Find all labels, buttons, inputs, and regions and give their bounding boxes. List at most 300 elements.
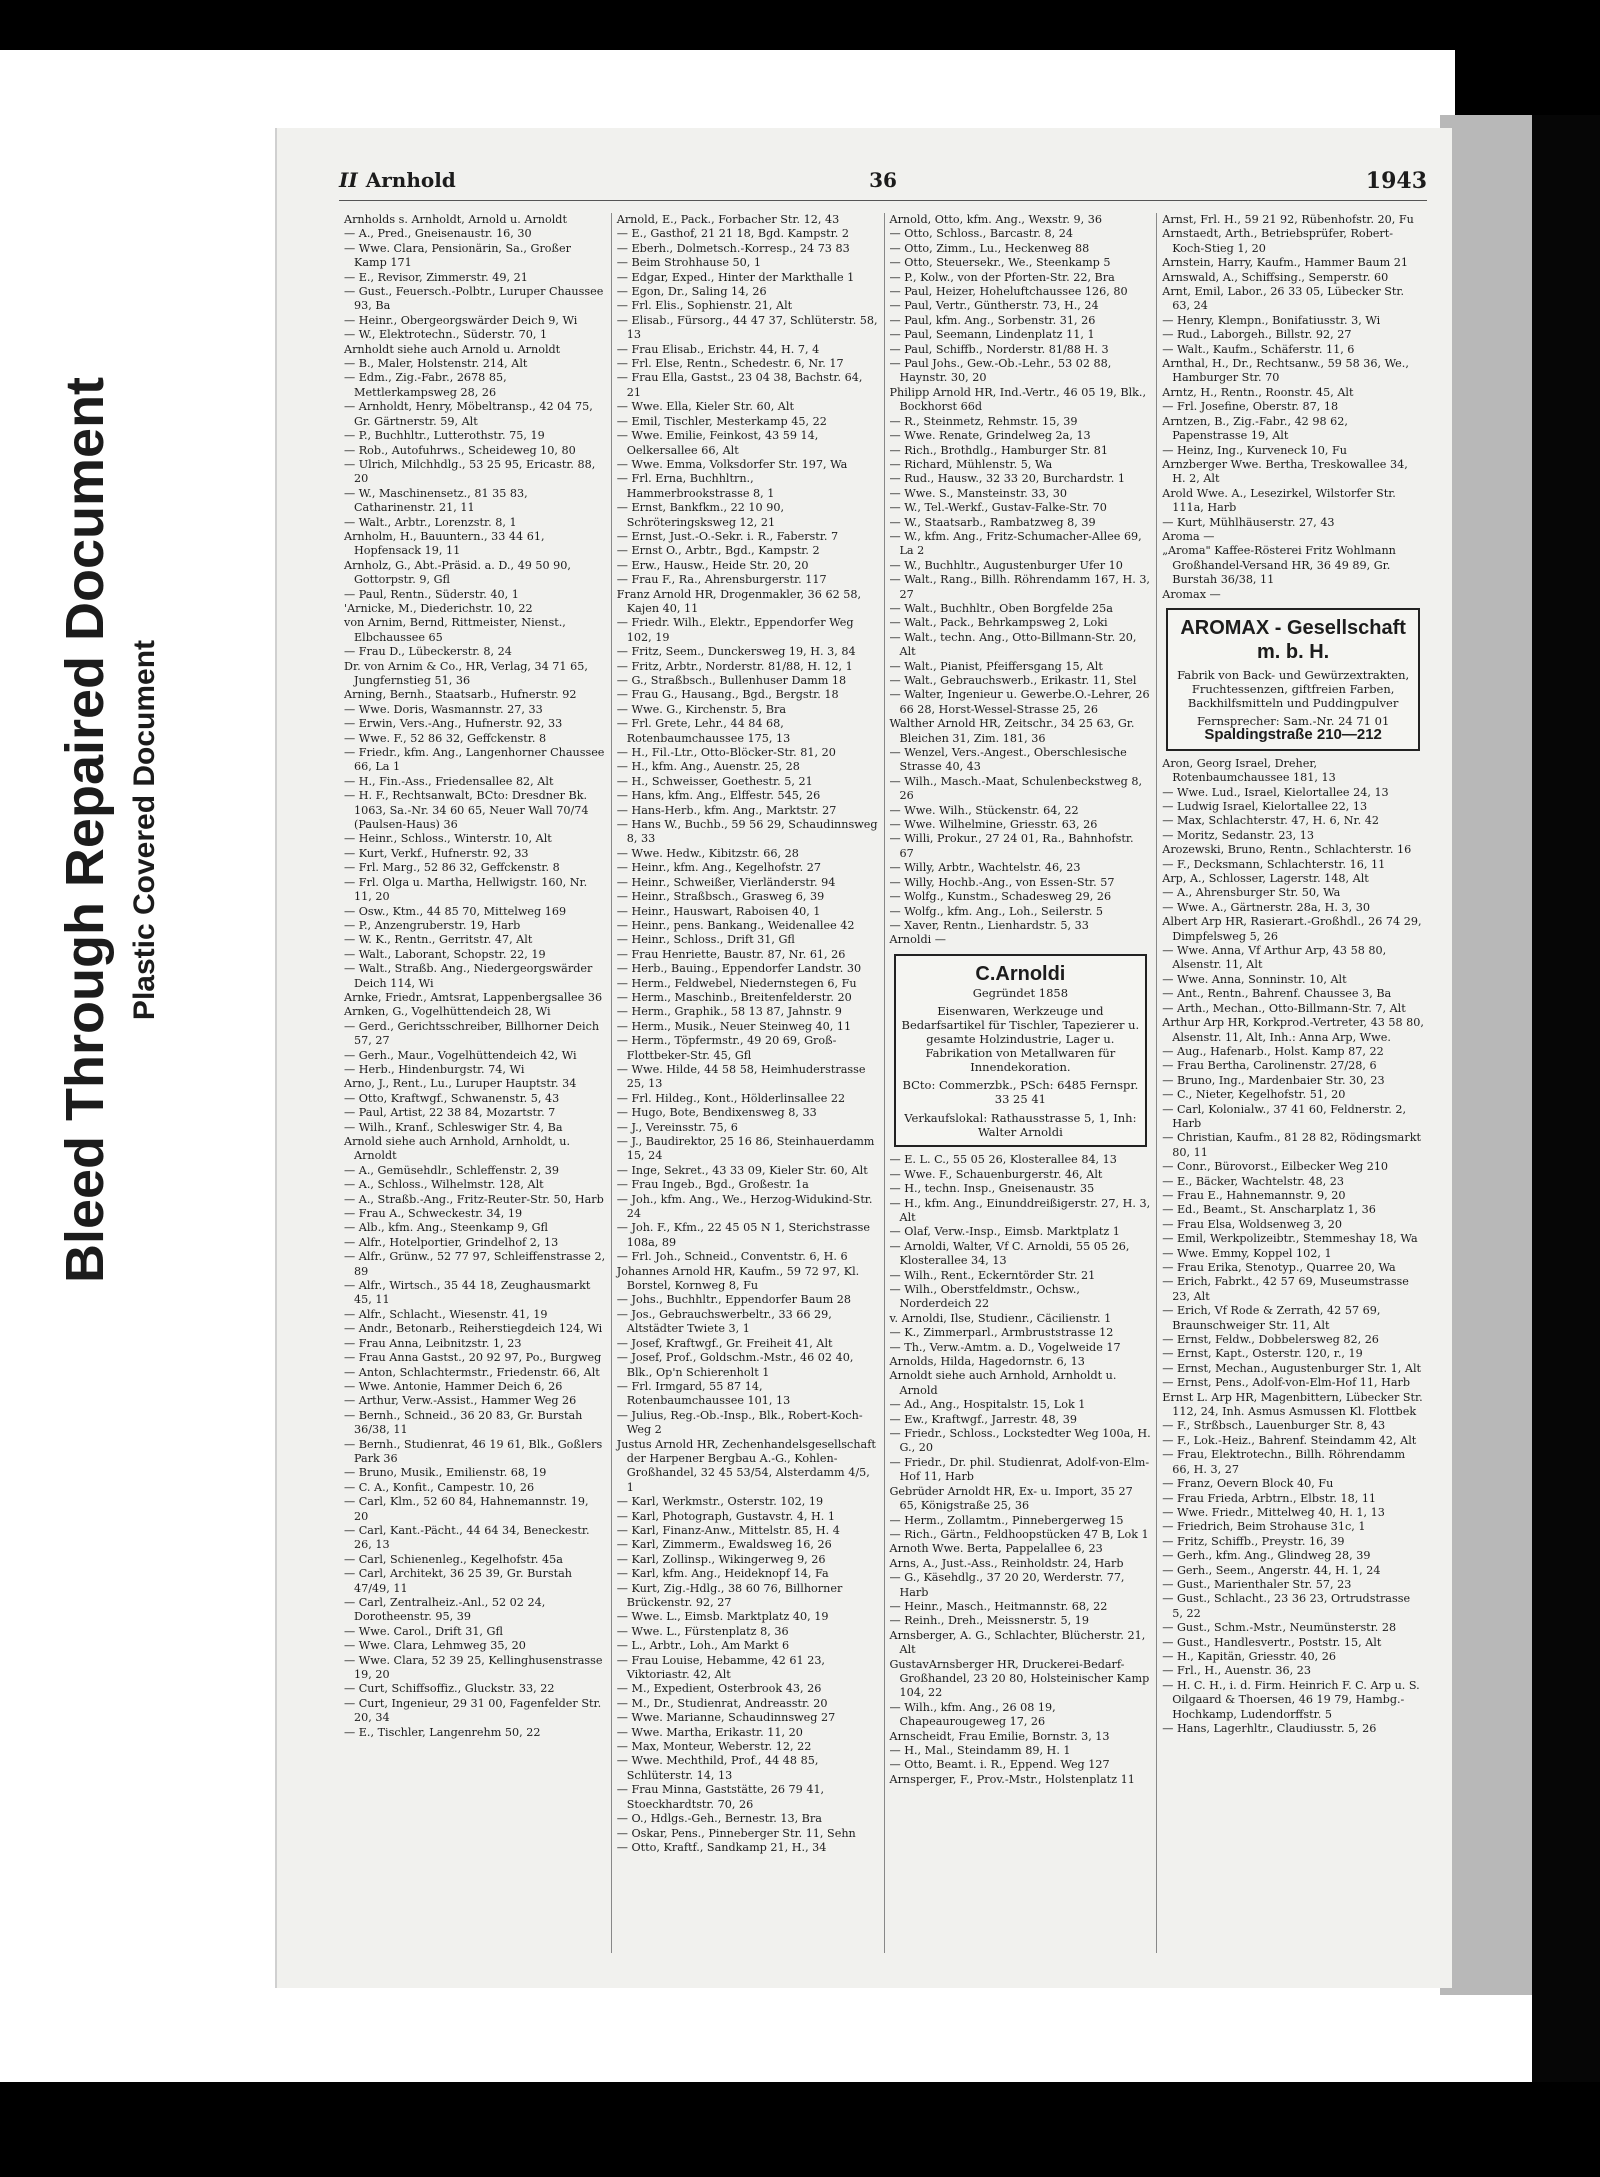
directory-entry: — Carl, Klm., 52 60 84, Hahnemannstr. 19, 20 xyxy=(344,1495,589,1523)
directory-entry: — Frl. Joh., Schneid., Conventstr. 6, H. 6 xyxy=(616,1250,848,1264)
condition-labels xyxy=(55,330,255,1330)
scan-border-bottom xyxy=(0,2082,1600,2177)
directory-entry: Arnholz, G., Abt.-Präsid. a. D., 49 50 90, Gottorpstr. 9, Gfl xyxy=(344,558,571,587)
directory-entry: — Wwe. Hilde, 44 58 58, Heimhuderstrasse 25, 13 xyxy=(616,1062,866,1091)
directory-entry: — Frau G., Hausang., Bgd., Bergstr. 18 xyxy=(616,688,839,702)
directory-entry: — Frl. Josefine, Oberstr. 87, 18 xyxy=(1162,400,1339,414)
directory-entry: Arnholdt siehe auch Arnold u. Arnoldt xyxy=(344,342,561,356)
directory-entry: — Ernst, Pens., Adolf-von-Elm-Hof 11, Harb xyxy=(1162,1376,1411,1390)
directory-entry: — Gust., Feuersch.-Polbtr., Luruper Chaussee 93, Ba xyxy=(344,285,604,313)
directory-entry: — P., Kolw., von der Pforten-Str. 22, Bra xyxy=(889,270,1115,284)
directory-entry: — Carl, Kant.-Pächt., 44 64 34, Beneckestr. 26, 13 xyxy=(344,1523,590,1552)
directory-entry: Arnold siehe auch Arnhold, Arnholdt, u. Arnoldt xyxy=(344,1135,570,1163)
directory-entry: — Friedrich, Beim Strohause 31c, 1 xyxy=(1162,1520,1366,1534)
directory-entry: — J., Vereinsstr. 75, 6 xyxy=(616,1120,738,1134)
directory-entry: — Anton, Schlachtermstr., Friedenstr. 66, Alt xyxy=(344,1365,600,1379)
directory-entry: — Josef, Kraftwgf., Gr. Freiheit 41, Alt xyxy=(616,1336,833,1350)
directory-entry: — Paul, Artist, 22 38 84, Mozartstr. 7 xyxy=(344,1106,556,1120)
directory-entry: — F., Strßbsch., Lauenburger Str. 8, 43 xyxy=(1162,1419,1386,1433)
directory-entry: — Wilh., Kranf., Schleswiger Str. 4, Ba xyxy=(344,1120,563,1134)
directory-entry: — Otto, Zimm., Lu., Heckenweg 88 xyxy=(889,241,1090,255)
directory-entry: von Arnim, Bernd, Rittmeister, Nienst., Elbchaussee 65 xyxy=(344,616,566,644)
directory-entry: — Otto, Kraftwgf., Schwanenstr. 5, 43 xyxy=(344,1091,560,1105)
directory-entry: — Heinr., Obergeorgswärder Deich 9, Wi xyxy=(344,313,578,327)
directory-entry: Arnken, G., Vogelhüttendeich 28, Wi xyxy=(344,1005,551,1019)
directory-entry: — Herm., Feldwebel, Niedernstegen 6, Fu xyxy=(616,976,857,990)
directory-entry: — H. C. H., i. d. Firm. Heinrich F. C. Arp u. S. Oilgaard & Thoersen, 46 19 79, Hambg.-Hochkamp, Ludendorffstr. 5 xyxy=(1162,1678,1420,1721)
directory-entry: Arnoth Wwe. Berta, Pappelallee 6, 23 xyxy=(889,1542,1103,1556)
directory-entry: — Wwe. Renate, Grindelweg 2a, 13 xyxy=(889,429,1091,443)
directory-entry: — Herb., Bauing., Eppendorfer Landstr. 30 xyxy=(616,962,862,976)
directory-entry: — Alfr., Grünw., 52 77 97, Schleiffenstrasse 2, 89 xyxy=(344,1250,606,1278)
directory-entry: Arnstein, Harry, Kaufm., Hammer Baum 21 xyxy=(1162,256,1409,270)
directory-entry: — H., Schweisser, Goethestr. 5, 21 xyxy=(616,774,813,788)
directory-entry: — Frau Elisab., Erichstr. 44, H. 7, 4 xyxy=(616,342,820,356)
directory-entry: — Friedr. Wilh., Elektr., Eppendorfer Weg 102, 19 xyxy=(616,616,854,644)
directory-entry: Arnzberger Wwe. Bertha, Treskowallee 34, H. 2, Alt xyxy=(1162,457,1408,486)
directory-entry: Arnswald, A., Schiffsing., Semperstr. 60 xyxy=(1162,270,1389,284)
directory-entry: — Emil, Tischler, Mesterkamp 45, 22 xyxy=(616,414,827,428)
directory-entry: Arnholds s. Arnholdt, Arnold u. Arnoldt xyxy=(344,213,567,226)
directory-entry: — Andr., Betonarb., Reiherstiegdeich 124, Wi xyxy=(344,1322,603,1336)
directory-entry: — Curt, Ingenieur, 29 31 00, Fagenfelder Str. 20, 34 xyxy=(344,1696,602,1725)
directory-entry: — Walt., Laborant, Schopstr. 22, 19 xyxy=(344,947,546,961)
running-name: Arnhold xyxy=(365,168,456,192)
directory-entry: — Gust., Schm.-Mstr., Neumünsterstr. 28 xyxy=(1162,1621,1397,1635)
directory-entry: — W., kfm. Ang., Fritz-Schumacher-Allee 69, La 2 xyxy=(889,529,1142,558)
directory-entry: — Wwe. Lud., Israel, Kielortallee 24, 13 xyxy=(1162,785,1389,799)
ad-arnoldi-sales: Verkaufslokal: Rathausstrasse 5, 1, Inh: Walter Arnoldi xyxy=(904,1110,1137,1139)
directory-entry: — Wwe. F., 52 86 32, Geffckenstr. 8 xyxy=(344,731,547,745)
ad-arnoldi-founded: Gegründet 1858 xyxy=(972,985,1069,1000)
directory-entry: — Walter, Ingenieur u. Gewerbe.O.-Lehrer, 26 66 28, Horst-Wessel-Strasse 25, 26 xyxy=(889,688,1150,716)
directory-entry: — Ernst, Mechan., Augustenburger Str. 1, Alt xyxy=(1162,1361,1422,1375)
directory-entry: — Walt., Pack., Behrkampsweg 2, Loki xyxy=(889,616,1108,630)
directory-entry: — Wilh., Masch.-Maat, Schulenbeckstweg 8, 26 xyxy=(889,774,1143,803)
directory-entry: — P., Anzengruberstr. 19, Harb xyxy=(344,918,521,932)
directory-entry: — M., Dr., Studienrat, Andreasstr. 20 xyxy=(616,1696,828,1710)
year: 1943 xyxy=(1365,168,1427,194)
directory-entry: — Wwe. Clara, Pensionärin, Sa., Großer Kamp 171 xyxy=(344,241,571,270)
directory-entry: — Rud., Laborgeh., Billstr. 92, 27 xyxy=(1162,328,1352,342)
directory-entry: — Wwe. L., Fürstenplatz 8, 36 xyxy=(616,1624,789,1638)
directory-entry: — Wwe. Hedw., Kibitzstr. 66, 28 xyxy=(616,846,799,860)
directory-entry: — P., Buchhltr., Lutterothstr. 75, 19 xyxy=(344,429,545,443)
directory-entry: — Frau E., Hahnemannstr. 9, 20 xyxy=(1162,1188,1346,1202)
directory-entry: — Wolfg., kfm. Ang., Loh., Seilerstr. 5 xyxy=(889,904,1104,918)
directory-entry: — Frl. Hildeg., Kont., Hölderlinsallee 22 xyxy=(616,1091,846,1105)
page-number: 36 xyxy=(869,168,897,192)
directory-entry: — Friedr., Dr. phil. Studienrat, Adolf-von-Elm-Hof 11, Harb xyxy=(889,1455,1150,1484)
directory-entry: — W., Maschinensetz., 81 35 83, Catharinenstr. 21, 11 xyxy=(344,486,528,515)
directory-entry: — Karl, Zollinsp., Wikingerweg 9, 26 xyxy=(616,1552,826,1566)
directory-entry: — Christian, Kaufm., 81 28 82, Rödingsmarkt 80, 11 xyxy=(1162,1131,1421,1159)
directory-entry: — Wwe. Doris, Wasmannstr. 27, 33 xyxy=(344,702,543,716)
directory-entry: — Wilh., Rent., Eckerntörder Str. 21 xyxy=(889,1268,1096,1282)
directory-entry: — E., Revisor, Zimmerstr. 49, 21 xyxy=(344,270,528,284)
directory-entry: — Gerd., Gerichtsschreiber, Billhorner Deich 57, 27 xyxy=(344,1019,600,1048)
directory-entry: — Wwe. Marianne, Schaudinnsweg 27 xyxy=(616,1711,836,1725)
directory-entry: — Frl. Irmgard, 55 87 14, Rotenbaumchaussee 101, 13 xyxy=(616,1379,791,1408)
volume-roman: II xyxy=(339,168,358,192)
directory-entry: — W., Tel.-Werkf., Gustav-Falke-Str. 70 xyxy=(889,501,1107,515)
directory-entry: — H., Fin.-Ass., Friedensallee 82, Alt xyxy=(344,774,554,788)
directory-entry: — Wwe. Friedr., Mittelweg 40, H. 1, 13 xyxy=(1162,1505,1385,1519)
directory-entry: — Bernh., Schneid., 36 20 83, Gr. Burstah 36/38, 11 xyxy=(344,1408,583,1437)
directory-entry: — Herm., Zollamtm., Pinnebergerweg 15 xyxy=(889,1513,1124,1527)
directory-entry: — H., kfm. Ang., Auenstr. 25, 28 xyxy=(616,760,800,774)
directory-entry: — Frl. Erna, Buchhltrn., Hammerbrookstrasse 8, 1 xyxy=(616,472,775,500)
directory-entry: — Paul, Schiffb., Norderstr. 81/88 H. 3 xyxy=(889,342,1109,356)
directory-entry: — Max, Monteur, Weberstr. 12, 22 xyxy=(616,1740,812,1754)
directory-entry: — Wwe. Mechthild, Prof., 44 48 85, Schlüterstr. 14, 13 xyxy=(616,1754,819,1782)
directory-entry: — Herm., Töpfermstr., 49 20 69, Groß-Flottbeker-Str. 45, Gfl xyxy=(616,1034,837,1062)
directory-entry: Arthur Arp HR, Korkprod.-Vertreter, 43 58 80, Alsenstr. 11, Alt, Inh.: Anna Arp, Wwe. xyxy=(1162,1016,1424,1044)
directory-entry: — Curt, Schiffsoffiz., Gluckstr. 33, 22 xyxy=(344,1682,555,1696)
directory-entry: — Frau Ella, Gastst., 23 04 38, Bachstr. 64, 21 xyxy=(616,371,863,399)
directory-entry: 'Arnicke, M., Diederichstr. 10, 22 xyxy=(344,601,533,615)
directory-entry: Arning, Bernh., Staatsarb., Hufnerstr. 92 xyxy=(344,688,577,702)
scan-shadow-right xyxy=(1440,115,1532,1995)
directory-entry: — F., Lok.-Heiz., Bahrenf. Steindamm 42, Alt xyxy=(1162,1433,1417,1447)
directory-entry: — E., Tischler, Langenrehm 50, 22 xyxy=(344,1725,541,1739)
directory-entry: Dr. von Arnim & Co., HR, Verlag, 34 71 65, Jungfernstieg 51, 36 xyxy=(344,659,588,687)
directory-entry: — Egon, Dr., Saling 14, 26 xyxy=(616,285,767,299)
directory-entry: „Aroma" Kaffee-Rösterei Fritz Wohlmann Großhandel-Versand HR, 36 49 89, Gr. Burstah 36/38, 11 xyxy=(1162,544,1396,587)
directory-entry: — Gust., Schlacht., 23 36 23, Ortrudstrasse 5, 22 xyxy=(1162,1592,1411,1620)
directory-entry: — Wwe. G., Kirchenstr. 5, Bra xyxy=(616,702,787,716)
directory-entry: — W., Elektrotechn., Süderstr. 70, 1 xyxy=(344,328,548,342)
directory-entry: — Wwe. Anna, Vf Arthur Arp, 43 58 80, Alsenstr. 11, Alt xyxy=(1162,944,1387,972)
directory-entry: — Arth., Mechan., Otto-Billmann-Str. 7, Alt xyxy=(1162,1001,1406,1015)
directory-entry: — W., Buchhltr., Augustenburger Ufer 10 xyxy=(889,558,1123,572)
directory-entry: — Fritz, Arbtr., Norderstr. 81/88, H. 12, 1 xyxy=(616,659,853,673)
column-2 xyxy=(612,213,885,1953)
directory-entry: — Wolfg., Kunstm., Schadesweg 29, 26 xyxy=(889,890,1112,904)
directory-entry: — Wwe. Anna, Sonninstr. 10, Alt xyxy=(1162,972,1347,986)
scan-border-right xyxy=(1532,115,1600,2177)
directory-entry: — Wwe. Wilh., Stückenstr. 64, 22 xyxy=(889,803,1079,817)
directory-entry: Aroma — xyxy=(1162,529,1215,543)
directory-entry: — Aug., Hafenarb., Holst. Kamp 87, 22 xyxy=(1162,1044,1384,1058)
directory-entry: — A., Schloss., Wilhelmstr. 128, Alt xyxy=(344,1178,544,1192)
directory-entry: — H., Mal., Steindamm 89, H. 1 xyxy=(889,1744,1071,1757)
directory-entry: — Hans, Lagerhltr., Claudiusstr. 5, 26 xyxy=(1162,1722,1377,1735)
directory-entry: — Karl, kfm. Ang., Heideknopf 14, Fa xyxy=(616,1567,829,1581)
directory-entry: — Th., Verw.-Amtm. a. D., Vogelweide 17 xyxy=(889,1340,1121,1354)
directory-entry: — Joh. F., Kfm., 22 45 05 N 1, Sterichstrasse 108a, 89 xyxy=(616,1221,870,1249)
directory-entry: — Gust., Marienthaler Str. 57, 23 xyxy=(1162,1577,1352,1591)
directory-entry: — H., Kapitän, Griesstr. 40, 26 xyxy=(1162,1649,1336,1663)
directory-entry: — Heinr., Schweißer, Vierländerstr. 94 xyxy=(616,875,836,889)
directory-entry: — E. L. C., 55 05 26, Klosterallee 84, 13 xyxy=(889,1153,1117,1167)
directory-entry: — Wwe. Emma, Volksdorfer Str. 197, Wa xyxy=(616,457,848,471)
directory-entry: — Otto, Schloss., Barcastr. 8, 24 xyxy=(889,227,1073,241)
directory-entry: — Hans-Herb., kfm. Ang., Marktstr. 27 xyxy=(616,803,837,817)
directory-entry: — H., techn. Insp., Gneisenaustr. 35 xyxy=(889,1182,1095,1196)
directory-entry: — Paul, Seemann, Lindenplatz 11, 1 xyxy=(889,328,1095,342)
directory-entry: Walther Arnold HR, Zeitschr., 34 25 63, Gr. Bleichen 31, Zim. 181, 36 xyxy=(889,717,1135,745)
directory-entry: — Joh., kfm. Ang., We., Herzog-Widukind-Str. 24 xyxy=(616,1192,873,1221)
ad-arnoldi-title: C.Arnoldi xyxy=(975,962,1066,985)
directory-entry: Philipp Arnold HR, Ind.-Vertr., 46 05 19, Blk., Bockhorst 66d xyxy=(889,385,1147,414)
directory-entry: — Wwe. Clara, 52 39 25, Kellinghusenstrasse 19, 20 xyxy=(344,1653,603,1682)
directory-entry: Arnsberger, A. G., Schlachter, Blücherstr. 21, Alt xyxy=(889,1628,1146,1657)
ad-aromax-street: Spaldingstraße 210—212 xyxy=(1204,726,1382,744)
directory-entry: — Walt., Pianist, Pfeiffersgang 15, Alt xyxy=(889,659,1103,673)
directory-entry: — L., Arbtr., Loh., Am Markt 6 xyxy=(616,1639,790,1653)
directory-entry: — Karl, Finanz-Anw., Mittelstr. 85, H. 4 xyxy=(616,1523,840,1537)
directory-entry: — Arthur, Verw.-Assist., Hammer Weg 26 xyxy=(344,1394,577,1408)
directory-entry: Arnholm, H., Bauuntern., 33 44 61, Hopfensack 19, 11 xyxy=(344,529,545,558)
ad-arnoldi-body: Eisenwaren, Werkzeuge und Bedarfsartikel für Tischler, Tapezierer u. gesamte Holzindustrie, Lager u. Fabrikation von Metallwaren für Innendekoration. xyxy=(901,1003,1140,1074)
directory-entry: — Wwe. A., Gärtnerstr. 28a, H. 3, 30 xyxy=(1162,900,1370,914)
directory-entry: Arnsperger, F., Prov.-Mstr., Holstenplatz 11 xyxy=(889,1772,1135,1786)
directory-entry: — Rich., Brothdlg., Hamburger Str. 81 xyxy=(889,443,1109,457)
directory-entry: — Ernst O., Arbtr., Bgd., Kampstr. 2 xyxy=(616,544,820,558)
directory-entry: — Rob., Autofuhrws., Scheideweg 10, 80 xyxy=(344,443,576,457)
ad-aromax-phone: Fernsprecher: Sam.-Nr. 24 71 01 xyxy=(1196,713,1390,728)
directory-entry: — E., Gasthof, 21 21 18, Bgd. Kampstr. 2 xyxy=(616,227,849,241)
directory-entry: — Kurt, Mühlhäuserstr. 27, 43 xyxy=(1162,515,1335,529)
directory-entry: — Erw., Hausw., Heide Str. 20, 20 xyxy=(616,558,809,572)
directory-entry: — Gust., Handlesvertr., Poststr. 15, Alt xyxy=(1162,1635,1382,1649)
directory-entry: — Wilh., kfm. Ang., 26 08 19, Chapeaurougeweg 17, 26 xyxy=(889,1700,1056,1729)
directory-entry: — W. K., Rentn., Gerritstr. 47, Alt xyxy=(344,933,533,947)
directory-entry: — Carl, Architekt, 36 25 39, Gr. Burstah 47/49, 11 xyxy=(344,1567,572,1595)
directory-entry: — Wwe. Ella, Kieler Str. 60, Alt xyxy=(616,400,794,414)
directory-entry: — Rud., Hausw., 32 33 20, Burchardstr. 1 xyxy=(889,472,1125,486)
directory-entry: GustavArnsberger HR, Druckerei-Bedarf-Großhandel, 23 20 80, Holsteinischer Kamp 104, 22 xyxy=(889,1657,1150,1700)
directory-entry: — W., Staatsarb., Rambatzweg 8, 39 xyxy=(889,515,1096,529)
directory-entry: Arns, A., Just.-Ass., Reinholdstr. 24, Harb xyxy=(889,1556,1124,1570)
directory-entry: — Wwe. F., Schauenburgerstr. 46, Alt xyxy=(889,1167,1103,1181)
directory-entry: — Gerh., kfm. Ang., Glindweg 28, 39 xyxy=(1162,1549,1371,1563)
directory-entry: — H., kfm. Ang., Einunddreißigerstr. 27, H. 3, Alt xyxy=(889,1196,1151,1224)
directory-entry: — Frau Elsa, Woldsenweg 3, 20 xyxy=(1162,1217,1342,1231)
directory-entry: — Moritz, Sedanstr. 23, 13 xyxy=(1162,828,1314,842)
directory-entry: — Julius, Reg.-Ob.-Insp., Blk., Robert-Koch-Weg 2 xyxy=(616,1408,863,1437)
directory-entry: — Karl, Werkmstr., Osterstr. 102, 19 xyxy=(616,1495,824,1509)
directory-entry: — B., Maler, Holstenstr. 214, Alt xyxy=(344,357,528,371)
directory-entry: — Arnholdt, Henry, Möbeltransp., 42 04 75, Gr. Gärtnerstr. 59, Alt xyxy=(344,400,593,428)
directory-entry: — Wwe. Carol., Drift 31, Gfl xyxy=(344,1624,503,1638)
directory-entry: — Wwe. Wilhelmine, Griesstr. 63, 26 xyxy=(889,818,1098,832)
directory-entry: — Erich, Fabrkt., 42 57 69, Museumstrasse 23, Alt xyxy=(1162,1275,1409,1303)
scan-border-top xyxy=(0,0,1600,50)
directory-entry: — Ludwig Israel, Kielortallee 22, 13 xyxy=(1162,800,1368,813)
directory-entry: — Franz, Oevern Block 40, Fu xyxy=(1162,1477,1334,1491)
directory-entry: — Kurt, Verkf., Hufnerstr. 92, 33 xyxy=(344,846,529,860)
directory-page xyxy=(275,128,1452,1988)
directory-entry: — Frau Minna, Gaststätte, 26 79 41, Stoeckhardtstr. 70, 26 xyxy=(616,1783,825,1811)
directory-entry: — Johs., Buchhltr., Eppendorfer Baum 28 xyxy=(616,1293,852,1307)
directory-entry: Arold Wwe. A., Lesezirkel, Wilstorfer Str. 111a, Harb xyxy=(1162,486,1396,515)
directory-entry: — Arnoldi, Walter, Vf C. Arnoldi, 55 05 26, Klosterallee 34, 13 xyxy=(889,1239,1130,1268)
directory-entry: — Elisab., Fürsorg., 44 47 37, Schlüterstr. 58, 13 xyxy=(616,313,878,342)
directory-entry: Gebrüder Arnoldt HR, Ex- u. Import, 35 27 65, Königstraße 25, 36 xyxy=(889,1484,1133,1513)
directory-entry: — Herm., Maschinb., Breitenfelderstr. 20 xyxy=(616,990,852,1004)
directory-entry: — Walt., techn. Ang., Otto-Billmann-Str. 20, Alt xyxy=(889,630,1137,659)
directory-entry: — Hans W., Buchb., 59 56 29, Schaudinnsweg 8, 33 xyxy=(616,818,878,846)
directory-entry: Arnoldt siehe auch Arnhold, Arnholdt u. Arnold xyxy=(889,1369,1117,1397)
directory-entry: Albert Arp HR, Rasierart.-Großhdl., 26 74 29, Dimpfelsweg 5, 26 xyxy=(1162,915,1422,943)
directory-entry: — Frau Erika, Stenotyp., Quarree 20, Wa xyxy=(1162,1261,1396,1274)
directory-entry: — Karl, Zimmerm., Ewaldsweg 16, 26 xyxy=(616,1538,832,1552)
directory-entry: — Max, Schlachterstr. 47, H. 6, Nr. 42 xyxy=(1162,814,1380,828)
directory-entry: — J., Baudirektor, 25 16 86, Steinhauerdamm 15, 24 xyxy=(616,1135,875,1163)
directory-entry: — Heinz, Ing., Kurveneck 10, Fu xyxy=(1162,443,1347,457)
directory-entry: — Paul Johs., Gew.-Ob.-Lehr., 53 02 88, Haynstr. 30, 20 xyxy=(889,357,1112,385)
directory-entry: — K., Zimmerparl., Armbruststrasse 12 xyxy=(889,1326,1114,1340)
ad-arnoldi xyxy=(894,954,1148,1148)
directory-entry: — Ed., Beamt., St. Anscharplatz 1, 36 xyxy=(1162,1203,1376,1217)
directory-entry: — Inge, Sekret., 43 33 09, Kieler Str. 60, Alt xyxy=(616,1163,868,1177)
directory-entry: — Willy, Hochb.-Ang., von Essen-Str. 57 xyxy=(889,875,1115,889)
directory-entry: — E., Bäcker, Wachtelstr. 48, 23 xyxy=(1162,1174,1345,1188)
directory-entry: — Rich., Gärtn., Feldhoopstücken 47 B, Lok 1 xyxy=(889,1527,1149,1541)
directory-entry: Arozewski, Bruno, Rentn., Schlachterstr. 16 xyxy=(1162,843,1412,857)
directory-entry: — Otto, Kraftf., Sandkamp 21, H., 34 xyxy=(616,1840,827,1854)
directory-entry: Arnke, Friedr., Amtsrat, Lappenbergsallee 36 xyxy=(344,990,603,1004)
directory-entry: — Wwe. Antonie, Hammer Deich 6, 26 xyxy=(344,1379,563,1393)
directory-entry: — Wwe. L., Eimsb. Marktplatz 40, 19 xyxy=(616,1610,829,1624)
ad-aromax xyxy=(1166,608,1420,751)
directory-entry: — Alfr., Schlacht., Wiesenstr. 41, 19 xyxy=(344,1307,548,1321)
directory-entry: — Ant., Rentn., Bahrenf. Chaussee 3, Ba xyxy=(1162,987,1392,1001)
directory-entry: — Walt., Buchhltr., Oben Borgfelde 25a xyxy=(889,601,1113,615)
directory-entry: — C. A., Konfit., Campestr. 10, 26 xyxy=(344,1480,535,1494)
directory-entry: — Bernh., Studienrat, 46 19 61, Blk., Goßlers Park 36 xyxy=(344,1437,603,1465)
directory-entry: — R., Steinmetz, Rehmstr. 15, 39 xyxy=(889,414,1078,428)
directory-entry: — Ulrich, Milchhdlg., 53 25 95, Ericastr. 88, 20 xyxy=(344,457,596,486)
directory-entry: — Walt., Kaufm., Schäferstr. 11, 6 xyxy=(1162,342,1355,356)
directory-entry: — Frau Frieda, Arbtrn., Elbstr. 18, 11 xyxy=(1162,1491,1377,1505)
directory-entry: — Wwe. Emilie, Feinkost, 43 59 14, Oelkersallee 66, Alt xyxy=(616,429,819,457)
directory-entry: — Walt., Gebrauchswerb., Erikastr. 11, Stel xyxy=(889,674,1137,687)
directory-entry: — Frl. Elis., Sophienstr. 21, Alt xyxy=(616,299,793,313)
directory-entry: Arno, J., Rent., Lu., Luruper Hauptstr. 34 xyxy=(344,1077,577,1091)
directory-entry: — Conr., Bürovorst., Eilbecker Weg 210 xyxy=(1162,1160,1389,1174)
directory-entry: — Herb., Hindenburgstr. 74, Wi xyxy=(344,1062,525,1076)
directory-entry: — Wwe. Martha, Erikastr. 11, 20 xyxy=(616,1725,803,1739)
directory-entry: Arnold, E., Pack., Forbacher Str. 12, 43 xyxy=(616,213,840,226)
directory-entry: — Frl. Olga u. Martha, Hellwigstr. 160, Nr. 11, 20 xyxy=(344,875,588,904)
directory-entry: — Ernst, Just.-O.-Sekr. i. R., Faberstr. 7 xyxy=(616,529,839,543)
scan-border-corner xyxy=(1455,50,1600,115)
directory-entry: — Ernst, Bankfkm., 22 10 90, Schröteringsksweg 12, 21 xyxy=(616,501,785,529)
ad-aromax-title: AROMAX - Gesellschaft m. b. H. xyxy=(1180,616,1406,663)
directory-entry: — Frau F., Ra., Ahrensburgerstr. 117 xyxy=(616,573,827,587)
directory-entry: Johannes Arnold HR, Kaufm., 59 72 97, Kl. Borstel, Kornweg 8, Fu xyxy=(616,1264,860,1293)
directory-entry: — Herm., Musik., Neuer Steinweg 40, 11 xyxy=(616,1019,852,1033)
directory-entry: — Frau D., Lübeckerstr. 8, 24 xyxy=(344,645,512,659)
page-header xyxy=(339,168,1427,201)
directory-entry: — A., Pred., Gneisenaustr. 16, 30 xyxy=(344,227,532,241)
directory-entry: Franz Arnold HR, Drogenmakler, 36 62 58, Kajen 40, 11 xyxy=(616,587,862,615)
directory-entry: — Frl. Marg., 52 86 32, Geffckenstr. 8 xyxy=(344,861,560,875)
directory-entry: — Walt., Straßb. Ang., Niedergeorgswärder Deich 114, Wi xyxy=(344,962,593,990)
directory-entry: — Wwe. Emmy, Koppel 102, 1 xyxy=(1162,1246,1332,1260)
directory-entry: Arnoldi — xyxy=(889,933,946,947)
directory-entry: — Frau Henriette, Baustr. 87, Nr. 61, 26 xyxy=(616,947,846,961)
directory-entry: — Paul, Rentn., Süderstr. 40, 1 xyxy=(344,587,519,601)
directory-entry: — Richard, Mühlenstr. 5, Wa xyxy=(889,457,1053,471)
directory-entry: — Heinr., pens. Bankang., Weidenallee 42 xyxy=(616,918,855,932)
column-1 xyxy=(339,213,612,1953)
directory-entry: — Frau Anna, Leibnitzstr. 1, 23 xyxy=(344,1336,522,1350)
directory-entry: — Bruno, Musik., Emilienstr. 68, 19 xyxy=(344,1466,547,1480)
directory-entry: — G., Käsehdlg., 37 20 20, Werderstr. 77, Harb xyxy=(889,1571,1125,1599)
directory-entry: — Frau, Elektrotechn., Billh. Röhrendamm 66, H. 3, 27 xyxy=(1162,1448,1406,1476)
directory-entry: — Edm., Zig.-Fabr., 2678 85, Mettlerkampsweg 28, 26 xyxy=(344,371,507,399)
directory-entry: — Carl, Schienenleg., Kegelhofstr. 45a xyxy=(344,1552,563,1566)
directory-entry: — Ad., Ang., Hospitalstr. 15, Lok 1 xyxy=(889,1398,1086,1412)
directory-entry: — Heinr., Schloss., Drift 31, Gfl xyxy=(616,933,795,947)
directory-entry: Arntz, H., Rentn., Roonstr. 45, Alt xyxy=(1162,385,1354,399)
directory-entry: — Heinr., kfm. Ang., Kegelhofstr. 27 xyxy=(616,861,822,875)
directory-entry: — Friedr., Schloss., Lockstedter Weg 100a, H. G., 20 xyxy=(889,1427,1151,1455)
directory-entry: — Fritz, Schiffb., Preystr. 16, 39 xyxy=(1162,1534,1345,1548)
directory-entry: — Frau A., Schweckestr. 34, 19 xyxy=(344,1207,523,1221)
directory-entry: — Carl, Kolonialw., 37 41 60, Feldnerstr. 2, Harb xyxy=(1162,1102,1407,1130)
label-plastic-covered: Plastic Covered Document xyxy=(128,639,161,1021)
directory-entry: — Wwe. S., Mansteinstr. 33, 30 xyxy=(889,486,1068,500)
directory-entry: — F., Decksmann, Schlachterstr. 16, 11 xyxy=(1162,857,1386,871)
directory-entry: — Eberh., Dolmetsch.-Korresp., 24 73 83 xyxy=(616,241,850,255)
directory-entry: Ernst L. Arp HR, Magenbittern, Lübecker Str. 112, 24, Inh. Asmus Asmussen Kl. Flottbek xyxy=(1162,1390,1423,1419)
directory-entry: — Walt., Rang., Billh. Röhrendamm 167, H. 3, 27 xyxy=(889,573,1150,601)
directory-entry: — Edgar, Exped., Hinter der Markthalle 1 xyxy=(616,270,855,284)
directory-entry: Aromax — xyxy=(1162,587,1221,601)
directory-entry: — Heinr., Hauswart, Raboisen 40, 1 xyxy=(616,904,821,918)
directory-entry: Arnscheidt, Frau Emilie, Bornstr. 3, 13 xyxy=(889,1729,1110,1743)
directory-entry: — Walt., Arbtr., Lorenzstr. 8, 1 xyxy=(344,515,517,529)
directory-entry: Arp, A., Schlosser, Lagerstr. 148, Alt xyxy=(1162,872,1369,886)
directory-entry: Justus Arnold HR, Zechenhandelsgesellschaft der Harpener Bergbau A.-G., Kohlen-Großhandel, 32 45 53/54, Alsterdamm 4/5, 1 xyxy=(616,1437,876,1494)
directory-entry: Arnolds, Hilda, Hagedornstr. 6, 13 xyxy=(889,1355,1085,1369)
directory-entry: — Paul, Vertr., Güntherstr. 73, H., 24 xyxy=(889,299,1099,313)
directory-entry: — Otto, Steuersekr., We., Steenkamp 5 xyxy=(889,256,1111,270)
directory-entry: — Ernst, Kapt., Osterstr. 120, r., 19 xyxy=(1162,1347,1363,1361)
directory-entry: — Ew., Kraftwgf., Jarrestr. 48, 39 xyxy=(889,1412,1078,1426)
directory-columns xyxy=(339,213,1429,1953)
label-bleed-through: Bleed Through Repaired Document xyxy=(55,376,115,1284)
directory-entry: Arnstaedt, Arth., Betriebsprüfer, Robert-Koch-Stieg 1, 20 xyxy=(1162,227,1394,255)
directory-entry: — Willi, Prokur., 27 24 01, Ra., Bahnhofstr. 67 xyxy=(889,832,1134,860)
directory-entry: — Bruno, Ing., Mardenbaier Str. 30, 23 xyxy=(1162,1073,1385,1087)
directory-entry: — Frau Ingeb., Bgd., Großestr. 1a xyxy=(616,1178,809,1192)
directory-entry: — Reinh., Dreh., Meissnerstr. 5, 19 xyxy=(889,1614,1089,1628)
directory-entry: — Kurt, Zig.-Hdlg., 38 60 76, Billhorner Brückenstr. 92, 27 xyxy=(616,1581,843,1609)
directory-entry: — Henry, Klempn., Bonifatiusstr. 3, Wi xyxy=(1162,313,1381,327)
directory-entry: — Friedr., kfm. Ang., Langenhorner Chaussee 66, La 1 xyxy=(344,746,605,774)
directory-entry: — Alb., kfm. Ang., Steenkamp 9, Gfl xyxy=(344,1221,548,1235)
directory-entry: — Alfr., Wirtsch., 35 44 18, Zeughausmarkt 45, 11 xyxy=(344,1279,591,1307)
directory-entry: — G., Straßbsch., Bullenhuser Damm 18 xyxy=(616,674,847,687)
directory-entry: Arntzen, B., Zig.-Fabr., 42 98 62, Papenstrasse 19, Alt xyxy=(1162,414,1348,443)
directory-entry: Arnt, Emil, Labor., 26 33 05, Lübecker Str. 63, 24 xyxy=(1162,285,1405,313)
directory-entry: — Hans, kfm. Ang., Elffestr. 545, 26 xyxy=(616,789,821,803)
directory-entry: — Frau Anna Gastst., 20 92 97, Po., Burgweg xyxy=(344,1351,602,1365)
directory-entry: — Frl. Else, Rentn., Schedestr. 6, Nr. 17 xyxy=(616,357,844,371)
directory-entry: — H., Fil.-Ltr., Otto-Blöcker-Str. 81, 20 xyxy=(616,746,836,760)
column-3 xyxy=(885,213,1158,1953)
directory-entry: — Wwe. Clara, Lehmweg 35, 20 xyxy=(344,1639,526,1653)
directory-entry: — Carl, Zentralheiz.-Anl., 52 02 24, Dorotheenstr. 95, 39 xyxy=(344,1596,546,1624)
directory-entry: — Karl, Photograph, Gustavstr. 4, H. 1 xyxy=(616,1509,835,1523)
directory-entry: — C., Nieter, Kegelhofstr. 51, 20 xyxy=(1162,1088,1346,1102)
